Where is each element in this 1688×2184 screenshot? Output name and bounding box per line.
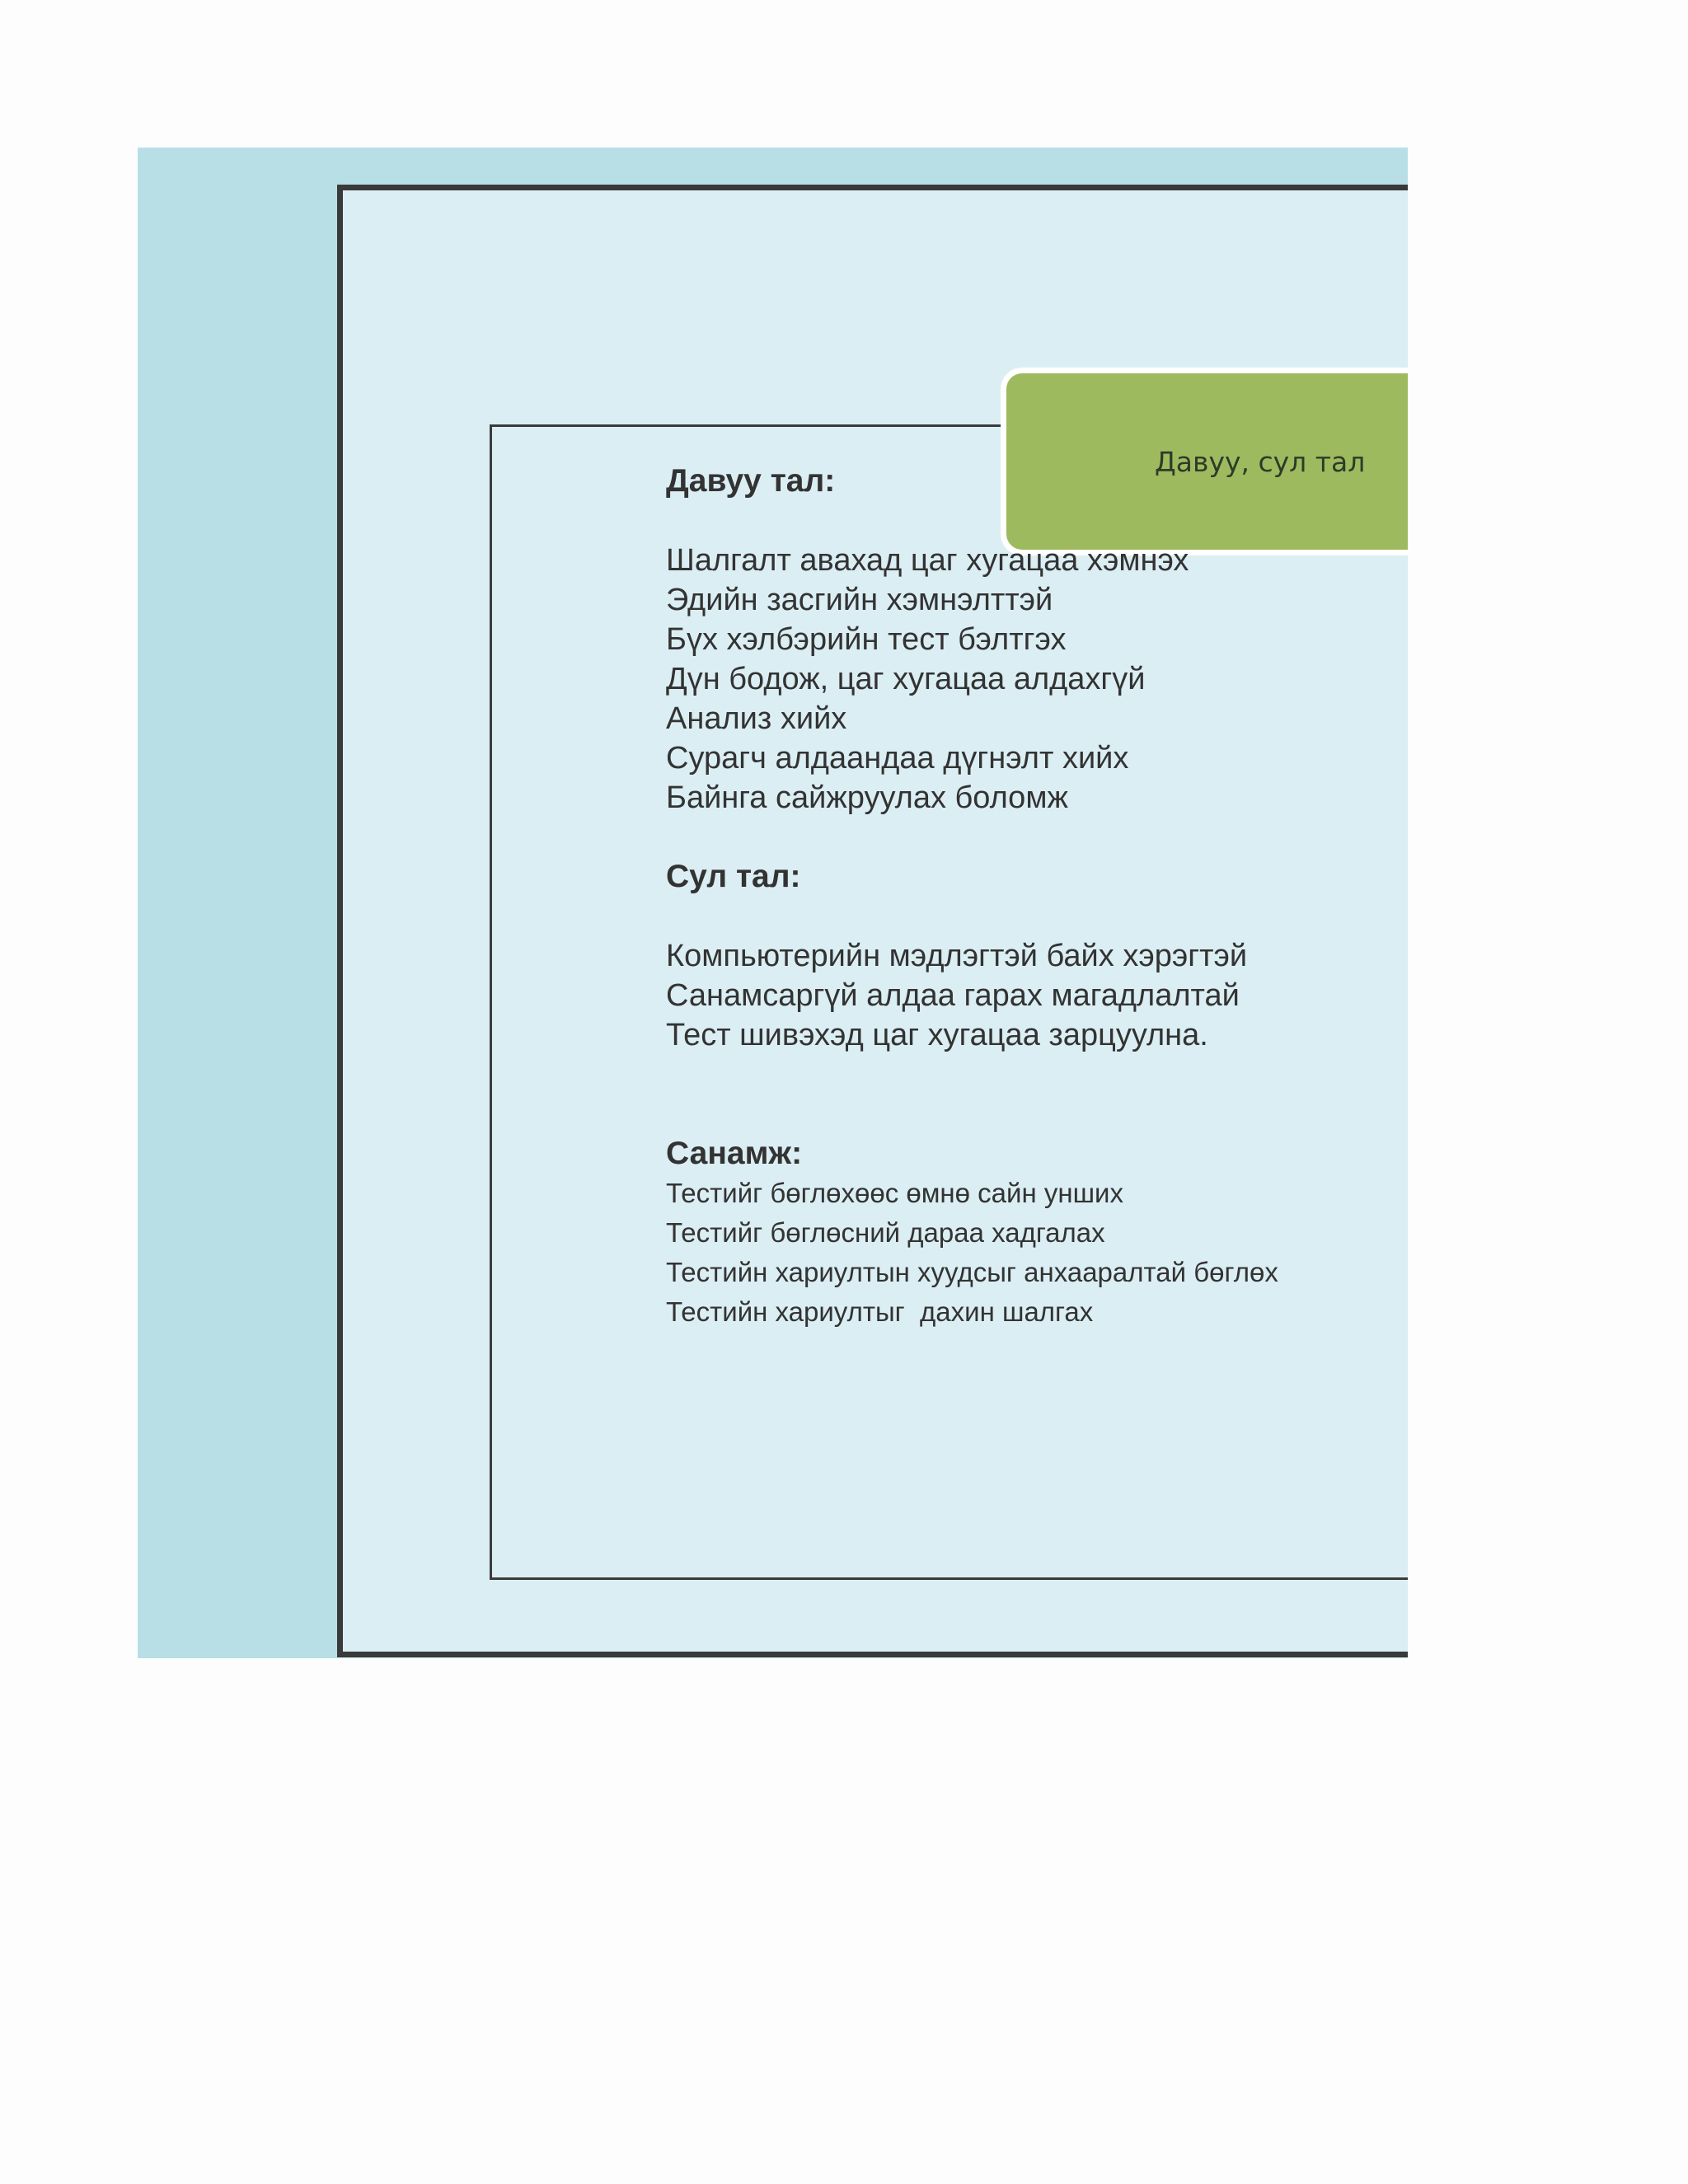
list-item: Анализ хийх [666,701,847,736]
notes-heading: Санамж: [666,1136,803,1171]
notes-list [666,1174,1278,1332]
list-item: Компьютерийн мэдлэгтэй байх хэрэгтэй [666,939,1248,973]
list-item: Тест шивэхэд цаг хугацаа зарцуулна. [666,1018,1208,1052]
list-item: Тестийн хариултыг дахин шалгах [666,1296,1094,1327]
list-item: Байнга сайжруулах боломж [666,780,1068,815]
list-item: Тестийг бөглөхөөс өмнө сайн унших [666,1178,1123,1208]
text-block [666,462,1278,1332]
disadvantages-heading: Сул тал: [666,859,801,894]
list-item: Шалгалт авахад цаг хугацаа хэмнэх [666,543,1189,578]
list-item: Дүн бодож, цаг хугацаа алдахгүй [666,662,1146,696]
spacer [666,818,1278,857]
list-item: Сурагч алдаандаа дүгнэлт хийх [666,741,1129,776]
spacer [666,897,1278,936]
section-tab-label: Давуу, сул тал [1155,445,1366,478]
list-item: Санамсаргүй алдаа гарах магадлалтай [666,978,1240,1013]
spacer [666,501,1278,541]
list-item: Тестийг бөглөсний дараа хадгалах [666,1217,1105,1248]
list-item: Бүх хэлбэрийн тест бэлтгэх [666,622,1067,657]
disadvantages-list [666,936,1278,1055]
advantages-list [666,541,1278,818]
spacer [666,1055,1278,1134]
advantages-heading: Давуу тал: [666,463,836,499]
list-item: Тестийн хариултын хуудсыг анхааралтай бөглөх [666,1257,1278,1287]
list-item: Эдийн засгийн хэмнэлттэй [666,583,1053,617]
